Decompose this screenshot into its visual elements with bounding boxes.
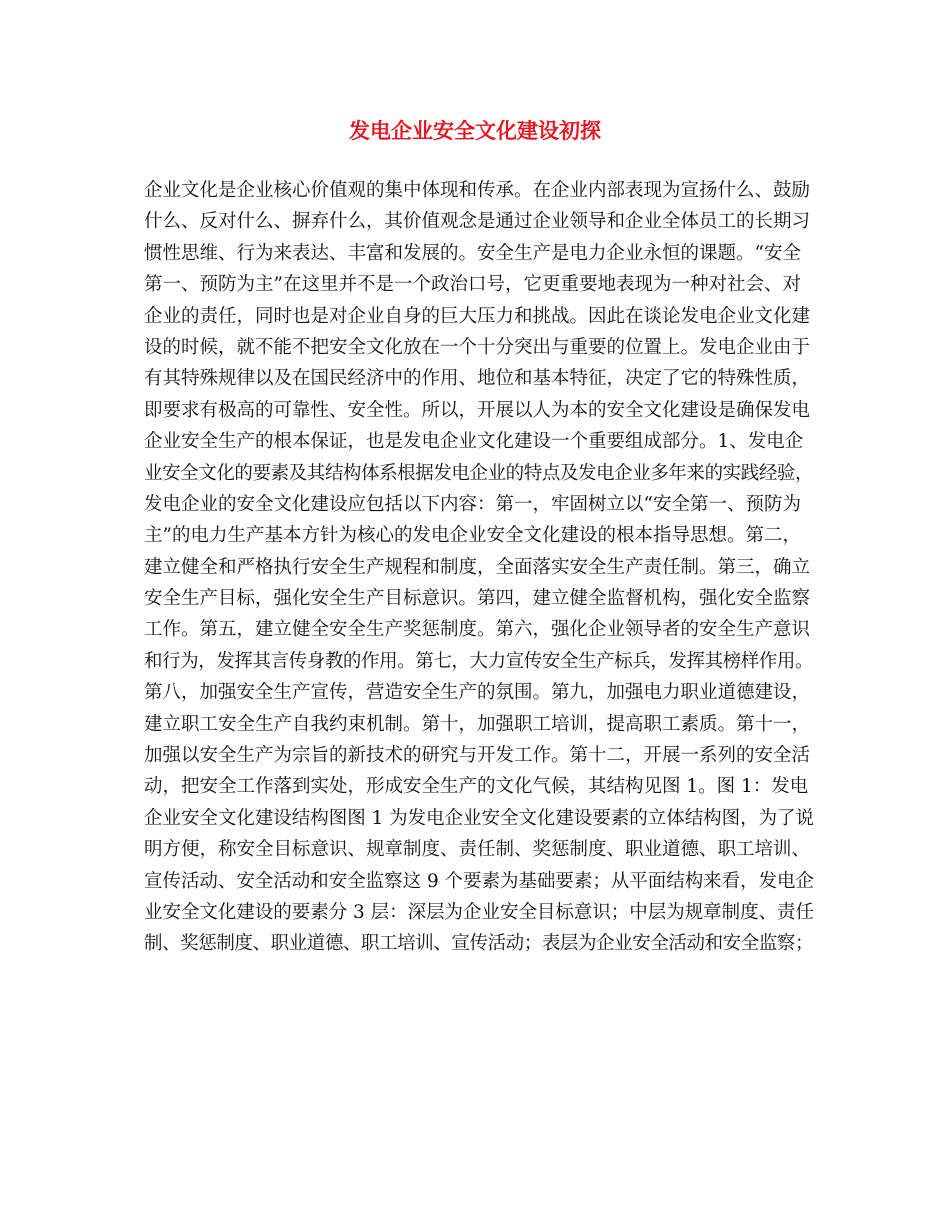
text-line: 建立健全和严格执行安全生产规程和制度，全面落实安全生产责任制。第三，确立 (144, 556, 811, 578)
text-line: 宣传活动、安全活动和安全监察这 9 个要素为基础要素；从平面结构来看，发电企 (144, 870, 815, 892)
text-line: 企业的责任，同时也是对企业自身的巨大压力和挑战。因此在谈论发电企业文化建 (144, 305, 811, 327)
text-line: 有其特殊规律以及在国民经济中的作用、地位和基本特征，决定了它的特殊性质， (144, 368, 811, 390)
text-line: 建立职工安全生产自我约束机制。第十，加强职工培训，提高职工素质。第十一， (144, 713, 811, 735)
text-line: 主”的电力生产基本方针为核心的发电企业安全文化建设的根本指导思想。第二， (144, 525, 801, 547)
text-line: 明方便，称安全目标意识、规章制度、责任制、奖惩制度、职业道德、职工培训、 (144, 839, 811, 861)
text-line: 业安全文化建设的要素分 3 层：深层为企业安全目标意识；中层为规章制度、责任 (144, 901, 815, 923)
text-line: 发电企业的安全文化建设应包括以下内容：第一，牢固树立以“安全第一、预防为 (144, 493, 801, 515)
text-line: 惯性思维、行为来表达、丰富和发展的。安全生产是电力企业永恒的课题。“安全 (144, 242, 801, 264)
text-line: 设的时候，就不能不把安全文化放在一个十分突出与重要的位置上。发电企业由于 (144, 336, 811, 358)
text-line: 企业安全文化建设结构图图 1 为发电企业安全文化建设要素的立体结构图，为了说 (144, 807, 815, 829)
body-paragraph (144, 175, 814, 960)
text-line: 即要求有极高的可靠性、安全性。所以，开展以人为本的安全文化建设是确保发电 (144, 399, 811, 421)
document-title: 发电企业安全文化建设初探 (349, 119, 601, 143)
text-line: 第一、预防为主”在这里并不是一个政治口号，它更重要地表现为一种对社会、对 (144, 274, 801, 296)
text-line: 业安全文化的要素及其结构体系根据发电企业的特点及发电企业多年来的实践经验， (144, 462, 814, 484)
text-line: 企业安全生产的根本保证，也是发电企业文化建设一个重要组成部分。1、发电企 (144, 431, 804, 453)
text-line: 安全生产目标，强化安全生产目标意识。第四，建立健全监督机构，强化安全监察 (144, 588, 811, 610)
text-line: 动，把安全工作落到实处，形成安全生产的文化气候，其结构见图 1。图 1：发电 (144, 776, 809, 798)
text-line: 企业文化是企业核心价值观的集中体现和传承。在企业内部表现为宣扬什么、鼓励 (144, 180, 811, 201)
text-line: 制、奖惩制度、职业道德、职工培训、宣传活动；表层为企业安全活动和安全监察； (144, 933, 814, 955)
text-line: 什么、反对什么、摒弃什么，其价值观念是通过企业领导和企业全体员工的长期习 (144, 211, 811, 233)
text-line: 和行为，发挥其言传身教的作用。第七，大力宣传安全生产标兵，发挥其榜样作用。 (144, 650, 814, 672)
text-line: 加强以安全生产为宗旨的新技术的研究与开发工作。第十二，开展一系列的安全活 (144, 745, 811, 767)
text-line: 工作。第五，建立健全安全生产奖惩制度。第六，强化企业领导者的安全生产意识 (144, 619, 811, 641)
text-line: 第八，加强安全生产宣传，营造安全生产的氛围。第九，加强电力职业道德建设， (144, 682, 811, 704)
